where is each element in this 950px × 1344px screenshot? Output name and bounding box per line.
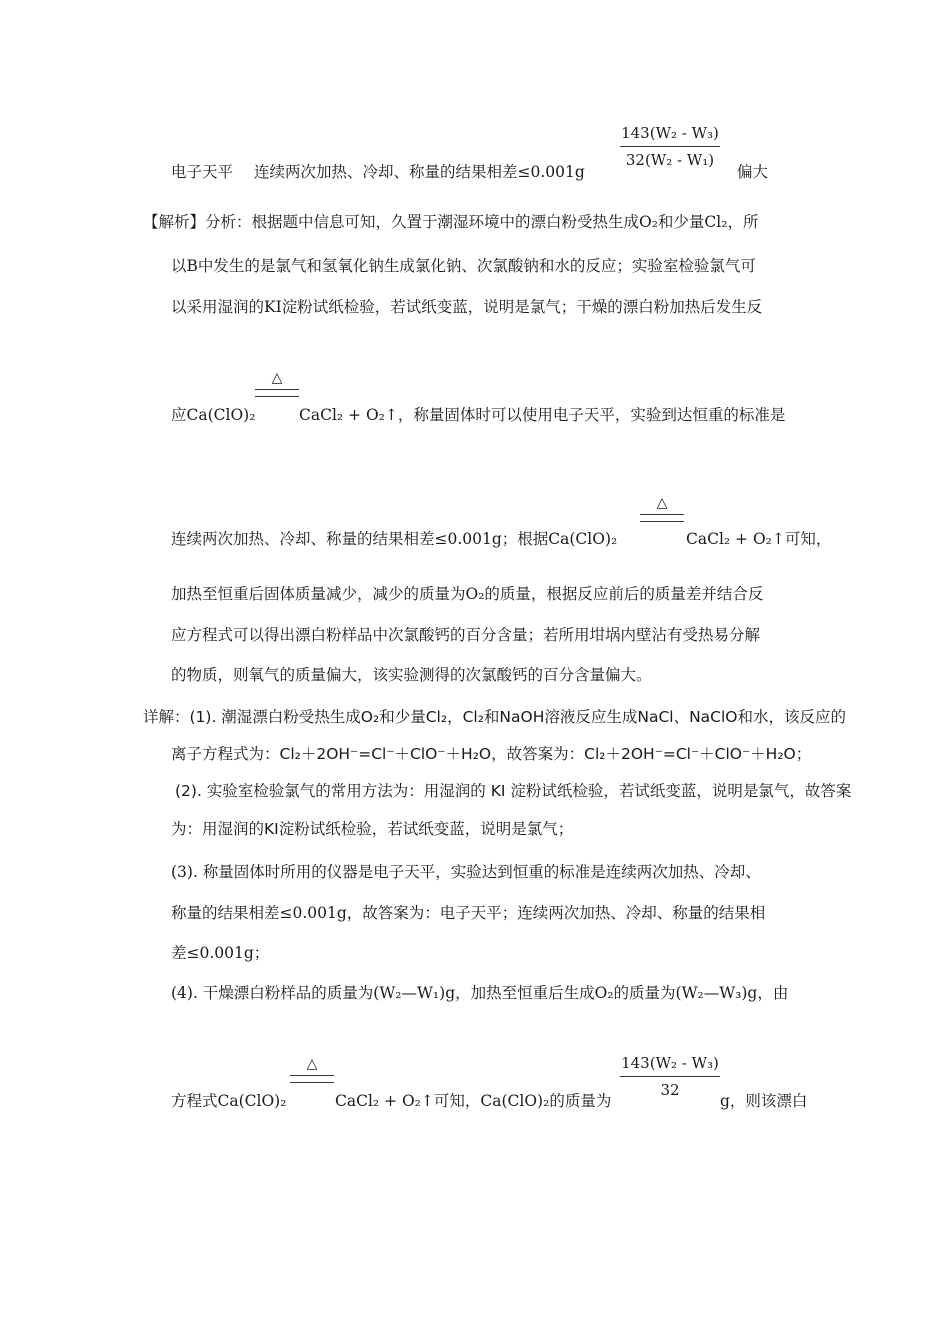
answer-constant-weight-standard: 连续两次加热、冷却、称量的结果相差≤0.001g <box>254 163 585 181</box>
detail-line-4: 为：用湿润的KI淀粉试纸检验，若试纸变蓝，说明是氯气； <box>171 820 574 838</box>
fraction-denominator: 32 <box>660 1081 680 1099</box>
detail-line-9-product: CaCl₂ + O₂↑可知，Ca(ClO)₂的质量为 <box>335 1092 612 1110</box>
fraction-numerator: 143(W₂ - W₃) <box>621 124 719 142</box>
analysis-line-4-reactant: 应Ca(ClO)₂ <box>171 406 256 424</box>
detail-line-2: 离子方程式为：Cl₂＋2OH⁻=Cl⁻＋ClO⁻＋H₂O，故答案为：Cl₂＋2OH⁻=Cl⁻＋ClO⁻＋H₂O； <box>171 745 812 763</box>
detail-line-9-tail: g，则该漂白 <box>720 1092 808 1110</box>
detail-line-6: 称量的结果相差≤0.001g，故答案为：电子天平；连续两次加热、冷却、称量的结果相 <box>171 904 766 922</box>
analysis-line-5-a: 连续两次加热、冷却、称量的结果相差≤0.001g；根据Ca(ClO)₂ <box>171 530 618 548</box>
reaction-heat-condition-2 <box>640 496 684 522</box>
reaction-heat-condition-1 <box>255 371 299 397</box>
equals-bar <box>255 389 299 397</box>
detail-line-8: (4). 干燥漂白粉样品的质量为(W₂—W₁)g，加热至恒重后生成O₂的质量为(W₂—W₃)g，由 <box>171 984 789 1002</box>
analysis-line-4-product: CaCl₂ + O₂↑，称量固体时可以使用电子天平，实验到达恒重的标准是 <box>299 406 786 424</box>
detail-line-1: 详解：(1). 潮湿漂白粉受热生成O₂和少量Cl₂，Cl₂和NaOH溶液反应生成NaCl、NaClO和水，该反应的 <box>143 708 847 726</box>
reaction-heat-condition-3 <box>290 1057 334 1083</box>
detail-line-5: (3). 称量固体时所用的仪器是电子天平，实验达到恒重的标准是连续两次加热、冷却、 <box>171 863 761 881</box>
analysis-line-8: 的物质，则氧气的质量偏大，该实验测得的次氯酸钙的百分含量偏大。 <box>171 666 652 684</box>
analysis-line-2: 以B中发生的是氯气和氢氧化钠生成氯化钠、次氯酸钠和水的反应；实验室检验氯气可 <box>171 257 756 275</box>
fraction-numerator: 143(W₂ - W₃) <box>621 1054 719 1072</box>
detail-line-7: 差≤0.001g； <box>171 944 270 962</box>
heat-triangle-icon: △ <box>271 370 283 386</box>
analysis-line-1: 【解析】分析：根据题中信息可知，久置于潮湿环境中的漂白粉受热生成O₂和少量Cl₂，所 <box>143 213 759 231</box>
analysis-line-7: 应方程式可以得出漂白粉样品中次氯酸钙的百分含量；若所用坩埚内壁沾有受热易分解 <box>171 626 761 644</box>
analysis-line-3: 以采用湿润的KI淀粉试纸检验，若试纸变蓝，说明是氯气；干燥的漂白粉加热后发生反 <box>171 298 763 316</box>
detail-line-9-reactant: 方程式Ca(ClO)₂ <box>171 1092 287 1110</box>
analysis-line-5-b: CaCl₂ + O₂↑可知， <box>686 530 832 548</box>
equals-bar <box>290 1075 334 1083</box>
answer-deviation: 偏大 <box>737 163 769 181</box>
heat-triangle-icon: △ <box>306 1056 318 1072</box>
detail-line-3: (2). 实验室检验氯气的常用方法为：用湿润的 KI 淀粉试纸检验，若试纸变蓝，说明是氯气，故答案 <box>175 782 852 800</box>
equals-bar <box>640 514 684 522</box>
fraction-denominator: 32(W₂ - W₁) <box>625 151 715 169</box>
answer-fraction <box>620 124 720 169</box>
answer-instrument: 电子天平 <box>171 163 234 181</box>
analysis-line-6: 加热至恒重后固体质量减少，减少的质量为O₂的质量，根据反应前后的质量差并结合反 <box>171 585 764 603</box>
heat-triangle-icon: △ <box>656 495 668 511</box>
mass-fraction <box>620 1054 720 1099</box>
